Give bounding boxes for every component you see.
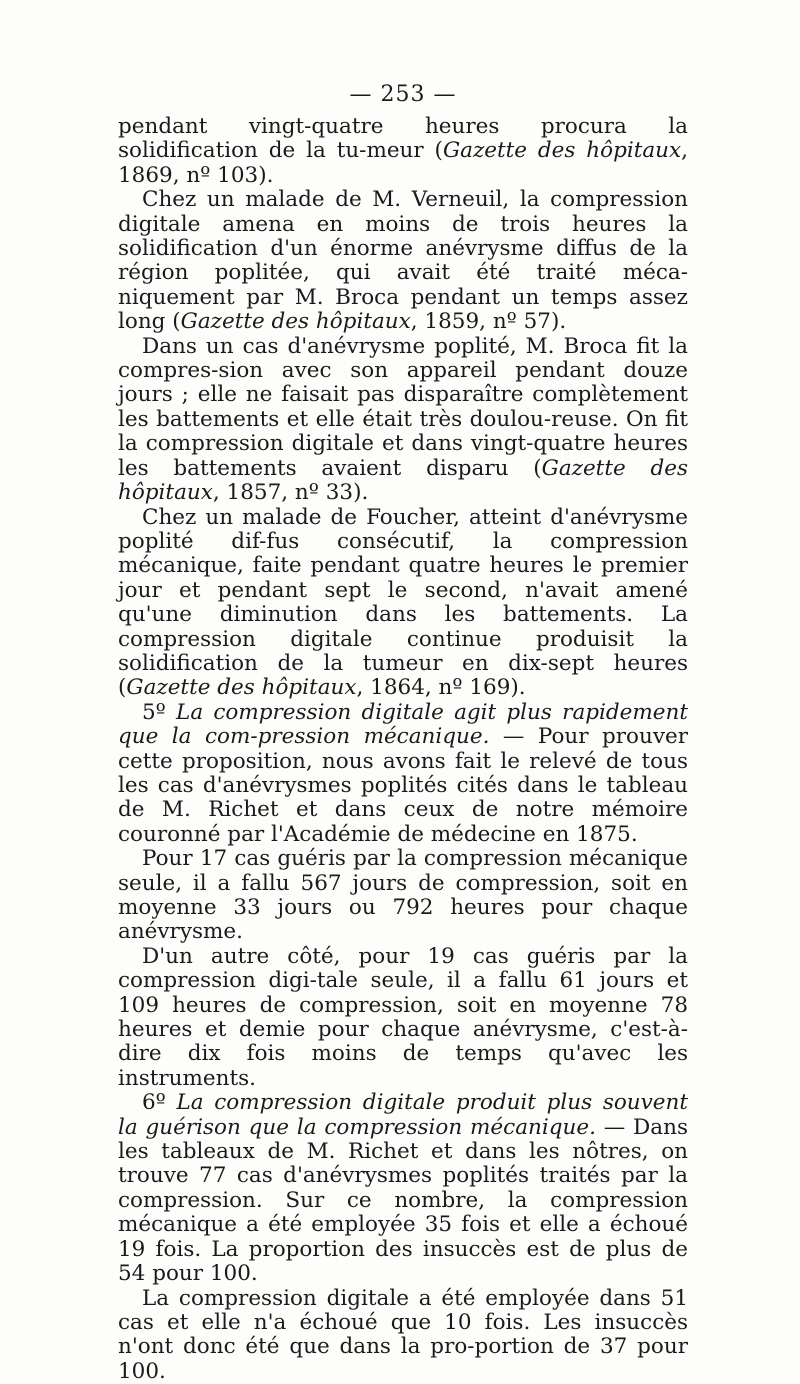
paragraph-p6 bbox=[118, 847, 688, 945]
italic-text: Gazette des hôpitaux bbox=[181, 309, 411, 334]
paragraph-p2 bbox=[118, 188, 688, 334]
paragraph-text: 5º bbox=[142, 700, 176, 725]
paragraph-p7 bbox=[118, 945, 688, 1091]
paragraph-text: D'un autre côté, pour 19 cas guéris par la compression digi-tale seule, il a fallu 61 jours et 109 heures de compression, soit en moyenne 78 heures et demie pour chaque anévrysme, c'est-à-dire dix fois moins de temps qu'avec les instruments. bbox=[118, 944, 688, 1091]
paragraph-p1 bbox=[118, 115, 688, 188]
italic-text: La compression digitale agit plus rapidement que la com-pression mécanique. bbox=[118, 700, 688, 749]
paragraph-text: — Pour prouver cette proposition, nous avons fait le relevé de tous les cas d'anévrysmes poplités cités dans le tableau de M. Richet et dans ceux de notre mémoire couronné par l'Académie de médecine en 1875. bbox=[118, 724, 688, 847]
paragraph-p4 bbox=[118, 506, 688, 701]
paragraph-p3 bbox=[118, 335, 688, 506]
page-number: — 253 — bbox=[118, 82, 688, 107]
paragraph-text: , 1864, nº 169). bbox=[357, 675, 526, 700]
paragraph-text: La compression digitale a été employée dans 51 cas et elle n'a échoué que 10 fois. Les insuccès n'ont donc été que dans la pro-portion de 37 pour 100. bbox=[118, 1286, 688, 1384]
italic-text: Gazette des hôpitaux bbox=[443, 138, 681, 163]
paragraph-text: Chez un malade de M. Verneuil, la compression digitale amena en moins de trois heures la solidification d'un énorme anévrysme diffus de la région poplitée, qui avait été traité méca-niquement par M. Broca pendant un temps assez long ( bbox=[118, 187, 688, 334]
paragraph-p8 bbox=[118, 1091, 688, 1286]
paragraph-text: , 1857, nº 33). bbox=[213, 480, 368, 505]
paragraph-text: pendant vingt-quatre heures procura la solidification de la tu-meur ( bbox=[118, 114, 688, 163]
paragraph-text: — Dans les tableaux de M. Richet et dans les nôtres, on trouve 77 cas d'anévrysmes poplités traités par la compression. Sur ce nombre, la compression mécanique a été employée 35 fois et elle a échoué 19 fois. La proportion des insuccès est de plus de 54 pour 100. bbox=[118, 1115, 688, 1286]
italic-text: Gazette des hôpitaux bbox=[126, 675, 356, 700]
paragraph-text: , 1869, nº 103). bbox=[118, 138, 688, 187]
paragraph-p9 bbox=[118, 1287, 688, 1384]
paragraph-text: Pour 17 cas guéris par la compression mécanique seule, il a fallu 567 jours de compression, soit en moyenne 33 jours ou 792 heures pour chaque anévrysme. bbox=[118, 846, 688, 944]
italic-text: Gazette des hôpitaux bbox=[118, 456, 688, 505]
paragraph-text: 6º bbox=[142, 1090, 176, 1115]
paragraph-text: Chez un malade de Foucher, atteint d'anévrysme poplité dif-fus consécutif, la compression mécanique, faite pendant quatre heures le premier jour et pendant sept le second, n'avait amené qu'une diminution dans les battements. La compression digitale continue produisit la solidification de la tumeur en dix-sept heures ( bbox=[118, 505, 688, 701]
paragraph-text: , 1859, nº 57). bbox=[411, 309, 566, 334]
body-text bbox=[118, 115, 688, 1384]
paragraph-p5 bbox=[118, 701, 688, 847]
paragraph-text: Dans un cas d'anévrysme poplité, M. Broca fit la compres-sion avec son appareil pendant douze jours ; elle ne faisait pas disparaître complètement les battements et elle était très doulou-reuse. On fit la compression digitale et dans vingt-quatre heures les battements avaient disparu ( bbox=[118, 334, 688, 481]
italic-text: La compression digitale produit plus souvent la guérison que la compression mécanique. bbox=[118, 1090, 688, 1139]
